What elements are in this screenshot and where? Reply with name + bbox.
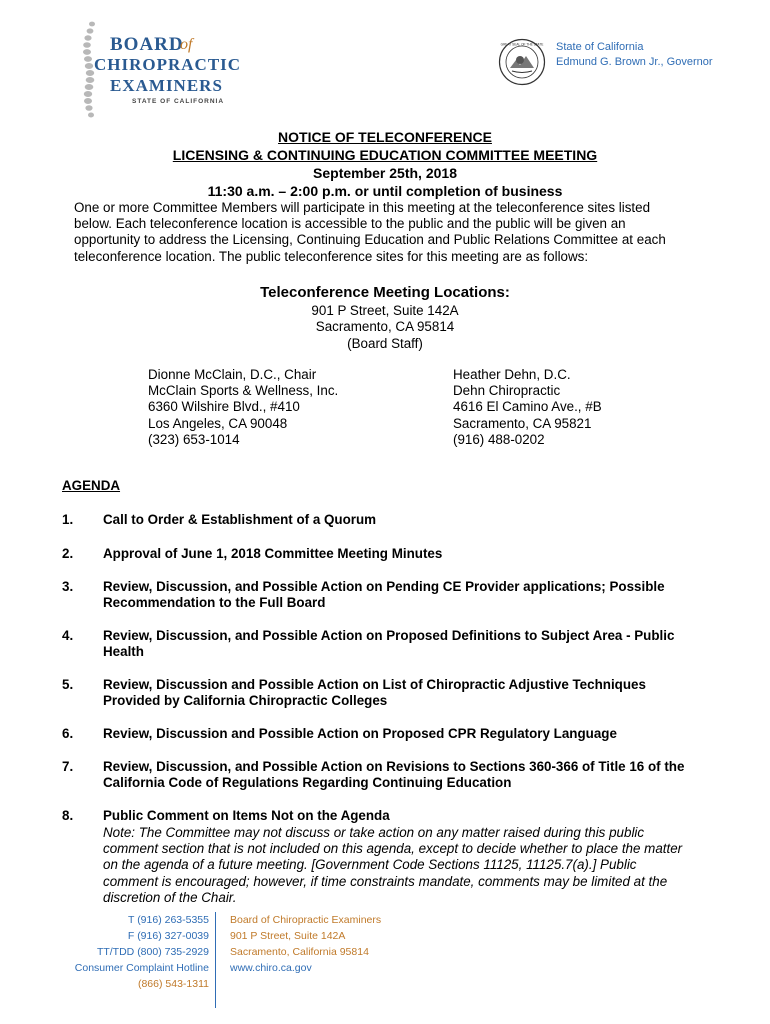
agenda-item-number: 1. (62, 512, 74, 527)
location-right-line: Dehn Chiropractic (453, 383, 561, 399)
agenda-item-line: Public Comment on Items Not on the Agenda (103, 808, 390, 823)
footer-website-link[interactable]: www.chiro.ca.gov (230, 962, 312, 974)
logo-examiners-text: EXAMINERS (110, 76, 223, 95)
agenda-item-text (103, 628, 718, 660)
public-comment-note (103, 825, 723, 906)
location-left-line: (323) 653-1014 (148, 431, 240, 447)
agenda-item-line: Health (103, 644, 144, 660)
footer-value: (800) 735-2929 (137, 946, 209, 958)
intro-line: teleconference location. The public teleconference sites for this meeting are as follows: (74, 248, 589, 264)
intro-line: One or more Committee Members will participate in this meeting at the teleconference sites listed (74, 200, 651, 215)
agenda-item-text (103, 546, 718, 562)
footer-tdd (97, 946, 209, 958)
logo-state-text: STATE OF CALIFORNIA (132, 98, 225, 105)
agenda-item-line: Recommendation to the Full Board (103, 595, 326, 611)
footer-hotline-number: (866) 543-1311 (137, 978, 209, 990)
footer-label: F (127, 930, 135, 942)
agenda-item-line: Review, Discussion and Possible Action on Proposed CPR Regulatory Language (103, 726, 617, 741)
footer-city: Sacramento, California 95814 (230, 946, 369, 958)
agenda-item-text (103, 512, 718, 528)
intro-paragraph (74, 200, 714, 265)
agenda-item-number: 6. (62, 726, 74, 741)
agenda-item-line: Review, Discussion, and Possible Action on Revisions to Sections 360-366 of Title 16 of the (103, 759, 685, 774)
footer-board-name: Board of Chiropractic Examiners (230, 914, 382, 926)
agenda-item-text (103, 726, 718, 742)
location-left-line: Dionne McClain, D.C., Chair (148, 367, 317, 382)
note-line: comment is encouraged; however, if time constraints mandate, comments may be limited at the (103, 873, 668, 889)
note-line: Note: The Committee may not discuss or take action on any matter raised during this public (103, 825, 645, 840)
governor-text: Edmund G. Brown Jr., Governor (556, 56, 713, 68)
location-left (148, 367, 338, 448)
california-seal-icon (498, 38, 546, 86)
footer-street: 901 P Street, Suite 142A (230, 930, 346, 942)
agenda-item-number: 7. (62, 759, 74, 774)
location-right-line: (916) 488-0202 (453, 431, 545, 447)
footer-label: T (128, 914, 135, 926)
agenda-item-text (103, 759, 718, 791)
agenda-item-text (103, 808, 718, 824)
location-right-line: Heather Dehn, D.C. (453, 367, 571, 382)
agenda-item-text (103, 579, 718, 611)
note-line: discretion of the Chair. (103, 889, 237, 905)
footer-divider (215, 912, 216, 1008)
locations-heading: Teleconference Meeting Locations: (260, 284, 510, 301)
logo-of-text: of (180, 36, 193, 53)
meeting-date: September 25th, 2018 (313, 165, 457, 181)
location-right (453, 367, 602, 448)
note-line: on the agenda of a future meeting. [Government Code Sections 11125, 11125.7(a).] Public (103, 857, 637, 873)
agenda-item-line: Provided by California Chiropractic Colleges (103, 693, 388, 709)
logo-chiropractic-text: CHIROPRACTIC (94, 55, 242, 74)
agenda-item-number: 2. (62, 546, 74, 561)
board-logo (72, 18, 252, 120)
location-left-line: Los Angeles, CA 90048 (148, 415, 288, 431)
main-location-line: (Board Staff) (347, 336, 423, 351)
agenda-item-number: 3. (62, 579, 74, 594)
footer-label: TT/TDD (96, 946, 135, 958)
main-location-line: 901 P Street, Suite 142A (311, 303, 459, 318)
agenda-heading: AGENDA (62, 478, 121, 493)
footer-value: (916) 327-0039 (137, 930, 209, 942)
note-line: comment section that is not included on this agenda, except to decide whether to place the matter (103, 841, 683, 857)
main-location-line: Sacramento, CA 95814 (315, 319, 455, 334)
intro-line: opportunity to address the Licensing, Continuing Education and Public Relations Committee at each (74, 232, 666, 248)
agenda-item-number: 5. (62, 677, 74, 692)
committee-title: LICENSING & CONTINUING EDUCATION COMMITTEE MEETING (172, 147, 598, 163)
agenda-item-text (103, 677, 718, 709)
location-left-line: 6360 Wilshire Blvd., #410 (148, 399, 300, 415)
agenda-item-number: 8. (62, 808, 74, 823)
footer-value: (916) 263-5355 (137, 914, 209, 926)
footer-phone (128, 914, 209, 926)
agenda-item-line: Review, Discussion, and Possible Action on Proposed Definitions to Subject Area - Public (103, 628, 675, 643)
meeting-time: 11:30 a.m. – 2:00 p.m. or until completion of business (207, 183, 563, 199)
location-right-line: 4616 El Camino Ave., #B (453, 399, 602, 415)
notice-title: NOTICE OF TELECONFERENCE (278, 129, 492, 145)
footer-hotline-label: Consumer Complaint Hotline (74, 962, 209, 974)
svg-text:GREAT SEAL OF THE STATE: GREAT SEAL OF THE STATE (500, 42, 544, 47)
intro-line: below. Each teleconference location is accessible to the public and the public will be given an (74, 216, 626, 232)
location-right-line: Sacramento, CA 95821 (453, 415, 592, 431)
agenda-item-line: Review, Discussion and Possible Action on List of Chiropractic Adjustive Techniques (103, 677, 646, 692)
agenda-item-line: California Code of Regulations Regarding Continuing Education (103, 775, 512, 791)
agenda-item-line: Call to Order & Establishment of a Quorum (103, 512, 377, 527)
logo-board-text: BOARD (110, 34, 184, 55)
state-of-california-text: State of California (556, 41, 644, 53)
location-left-line: McClain Sports & Wellness, Inc. (148, 383, 339, 399)
agenda-item-number: 4. (62, 628, 74, 643)
agenda-item-line: Review, Discussion, and Possible Action on Pending CE Provider applications; Possible (103, 579, 665, 594)
agenda-item-line: Approval of June 1, 2018 Committee Meeting Minutes (103, 546, 443, 561)
footer-fax (128, 930, 209, 942)
